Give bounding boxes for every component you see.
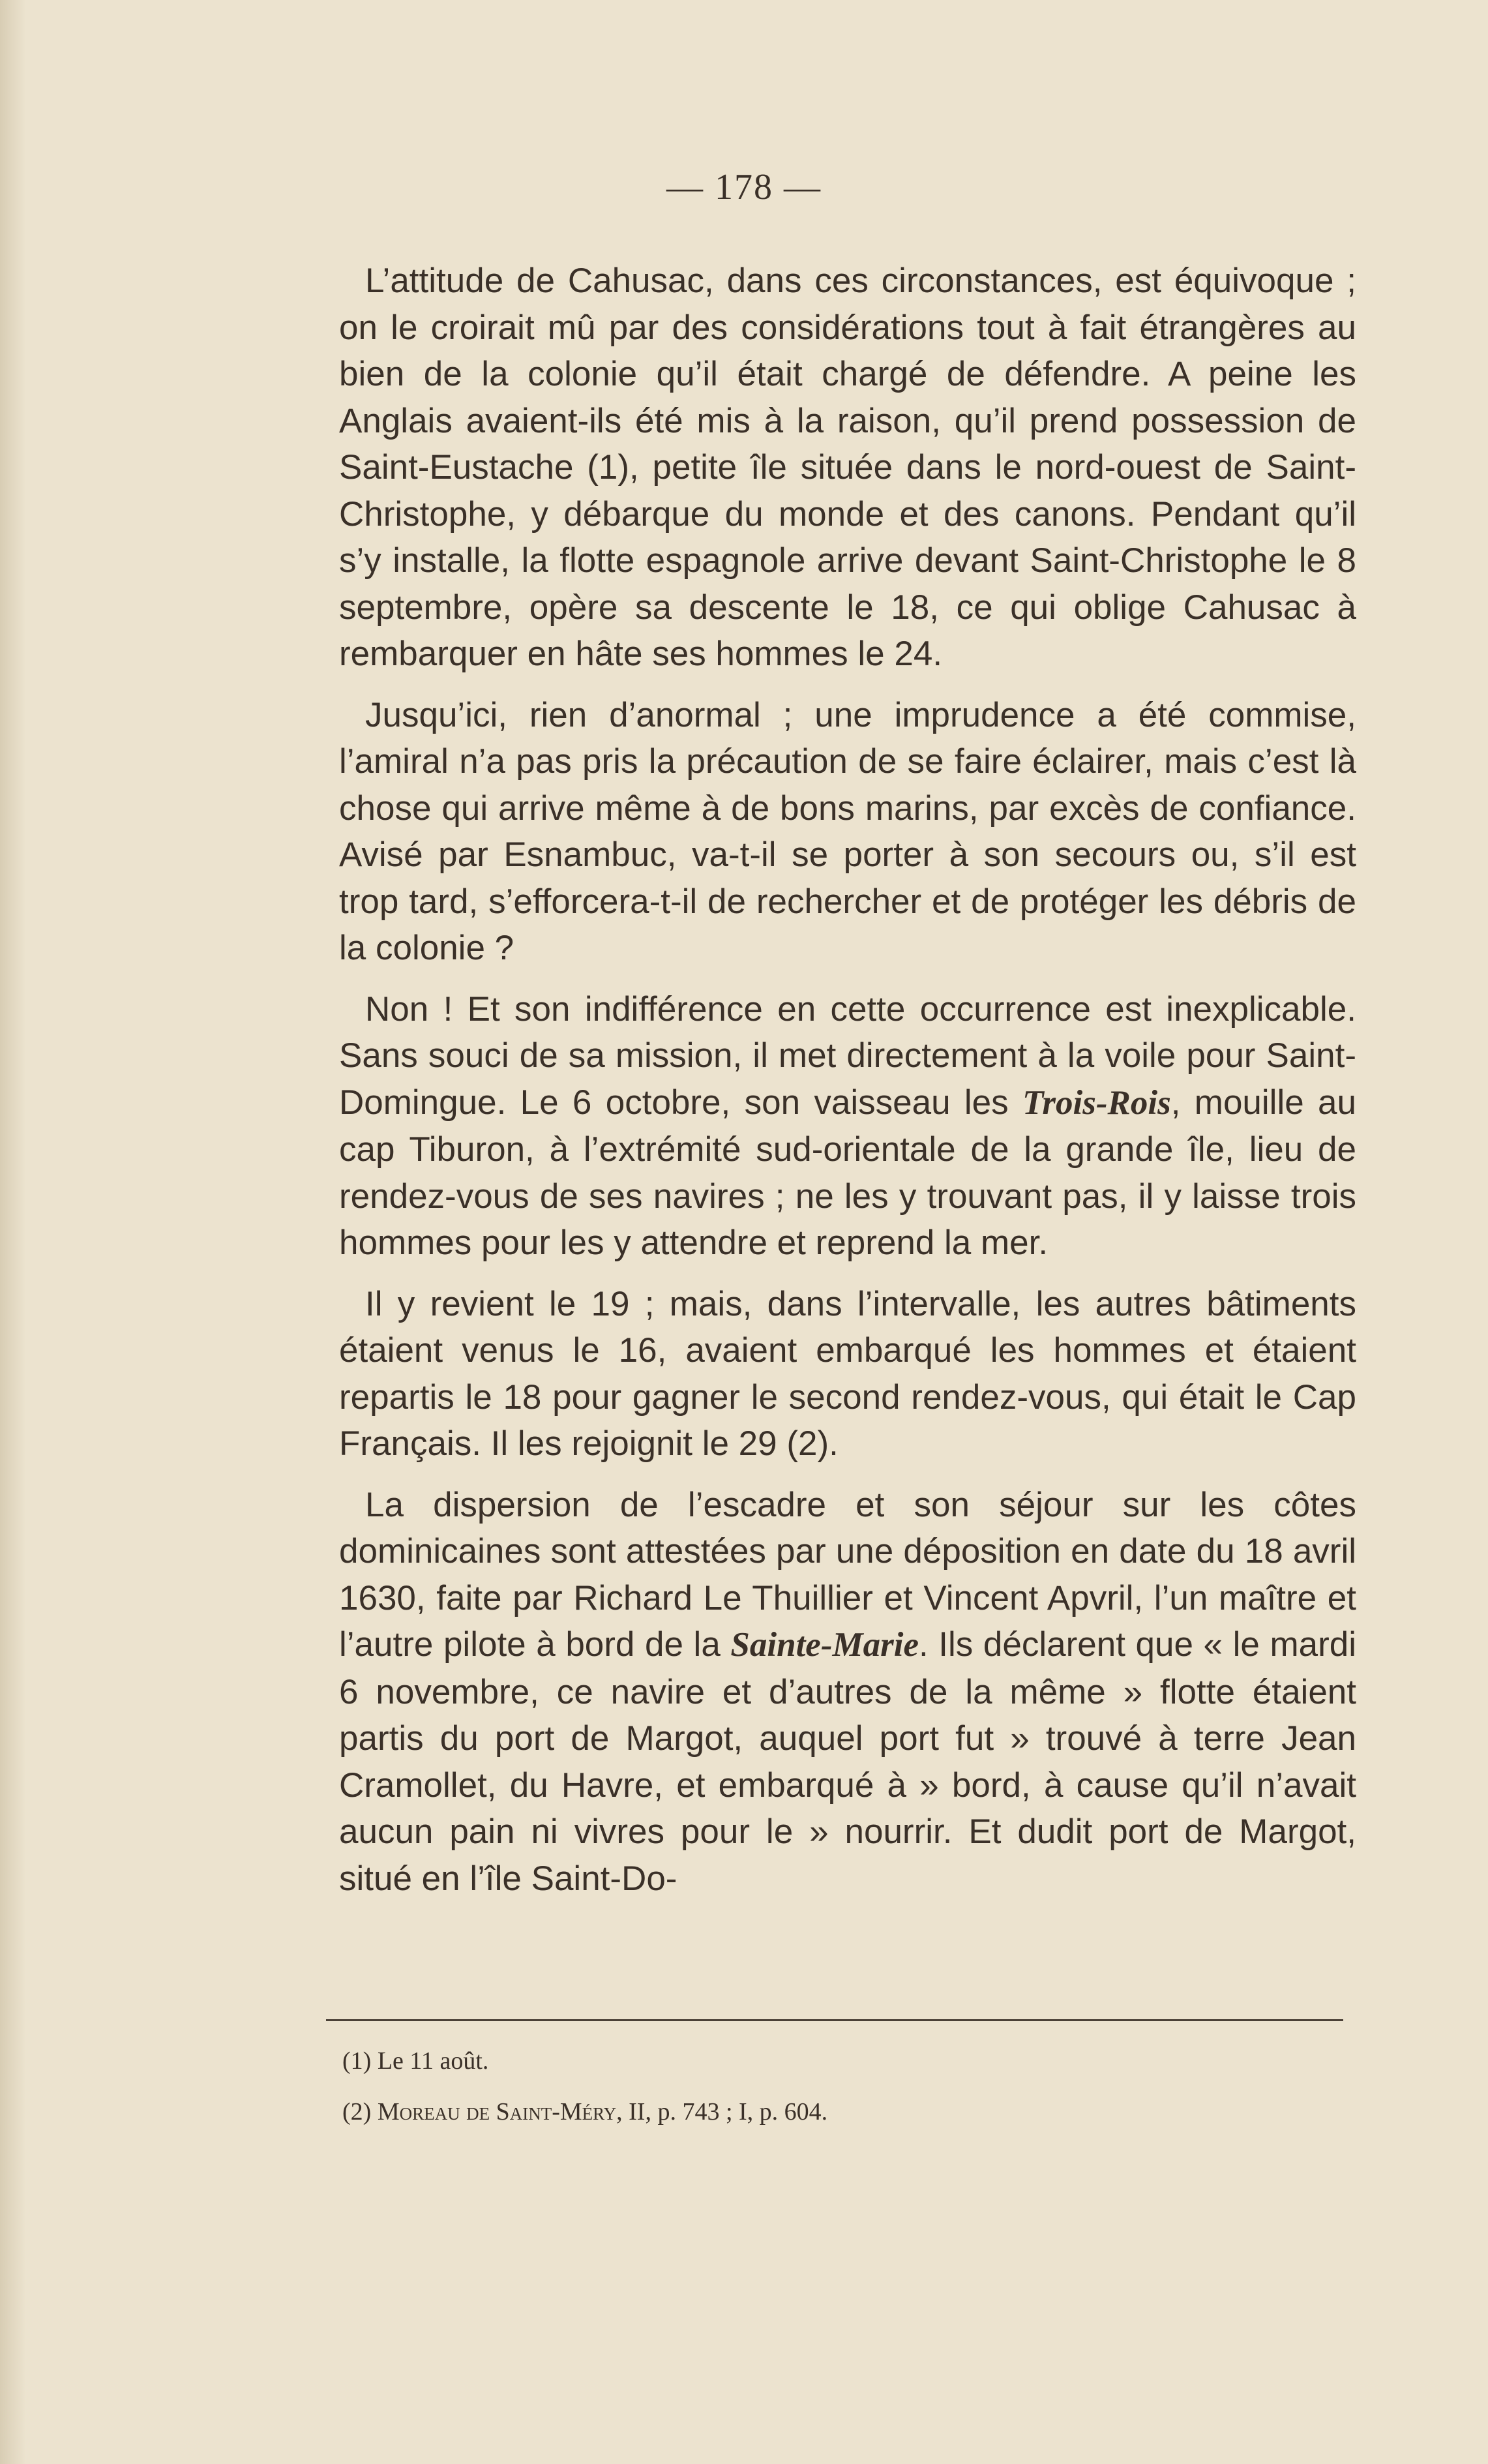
paragraph: Jusqu’ici, rien d’anormal ; une imprudence a été commise, l’amiral n’a pas pris la précaution de se faire éclairer, mais c’est là chose qui arrive même à de bons marins, par excès de confiance. Avisé par Esnambuc, va-t-il se porter à son secours ou, s’il est trop tard, s’efforcera-t-il de rechercher et de protéger les débris de la colonie ? <box>339 695 1356 967</box>
paragraph-text: La dispersion de l’escadre et son séjour sur les côtes dominicaines sont attestées par une déposition en date du 18 avril 1630, faite par Richard Le Thuillier et Vincent Apvril, l’un maître et l’autre pilote à bord de la <box>339 1485 1356 1664</box>
footnote-marker: (2) <box>342 2098 372 2126</box>
footnote-separator <box>326 2019 1343 2021</box>
footnote-text: , II, p. 743 ; I, p. 604. <box>616 2098 828 2126</box>
paragraph-text: , mouille au cap Tiburon, à l’extrémité sud-orientale de la grande île, lieu de rendez-vous de ses navires ; ne les y trouvant pas, il y laisse trois hommes pour les y attendre et reprend la mer. <box>339 1083 1356 1262</box>
ship-name: Trois-Rois <box>1022 1083 1171 1122</box>
footnote <box>342 2041 1320 2081</box>
paragraph-text: Non ! Et son indifférence en cette occurrence est inexplicable. Sans souci de sa mission, il met directement à la voile pour Saint-Domingue. Le 6 octobre, son vaisseau les <box>339 989 1356 1122</box>
paragraph-text: . Ils déclarent que « le mardi 6 novembre, ce navire et d’autres de la même » flotte étaient partis du port de Margot, auquel port fut » trouvé à terre Jean Cramollet, du Havre, et embarqué à » bord, à cause qu’il n’avait aucun pain ni vivres pour le » nourrir. Et dudit port de Margot, situé en l’île Saint-Do- <box>339 1625 1356 1898</box>
page-number: — 178 — <box>666 167 822 207</box>
body-text <box>339 258 1356 1916</box>
footnote-text: Le 11 août. <box>377 2047 489 2075</box>
paragraph <box>339 986 1356 1267</box>
paragraph: Il y revient le 19 ; mais, dans l’intervalle, les autres bâtiments étaient venus le 16, avaient embarqué les hommes et étaient repartis le 18 pour gagner le second rendez-vous, qui était le Cap Français. Il les rejoignit le 29 (2). <box>339 1284 1356 1463</box>
paragraph: L’attitude de Cahusac, dans ces circonstances, est équivoque ; on le croirait mû par des considérations tout à fait étrangères au bien de la colonie qu’il était chargé de défendre. A peine les Anglais avaient-ils été mis à la raison, qu’il prend possession de Saint-Eustache (1), petite île située dans le nord-ouest de Saint-Christophe, y débarque du monde et des canons. Pendant qu’il s’y installe, la flotte espagnole arrive devant Saint-Christophe le 8 septembre, opère sa descente le 18, ce qui oblige Cahusac à rembarquer en hâte ses hommes le 24. <box>339 262 1356 673</box>
footnote-author: Moreau de Saint-Méry <box>377 2098 617 2126</box>
footnote-marker: (1) <box>342 2047 372 2075</box>
footnote <box>342 2092 1320 2131</box>
ship-name: Sainte-Marie <box>730 1626 919 1664</box>
footnotes <box>342 2041 1320 2143</box>
paragraph <box>339 1482 1356 1902</box>
page-binding-edge <box>0 0 26 2464</box>
